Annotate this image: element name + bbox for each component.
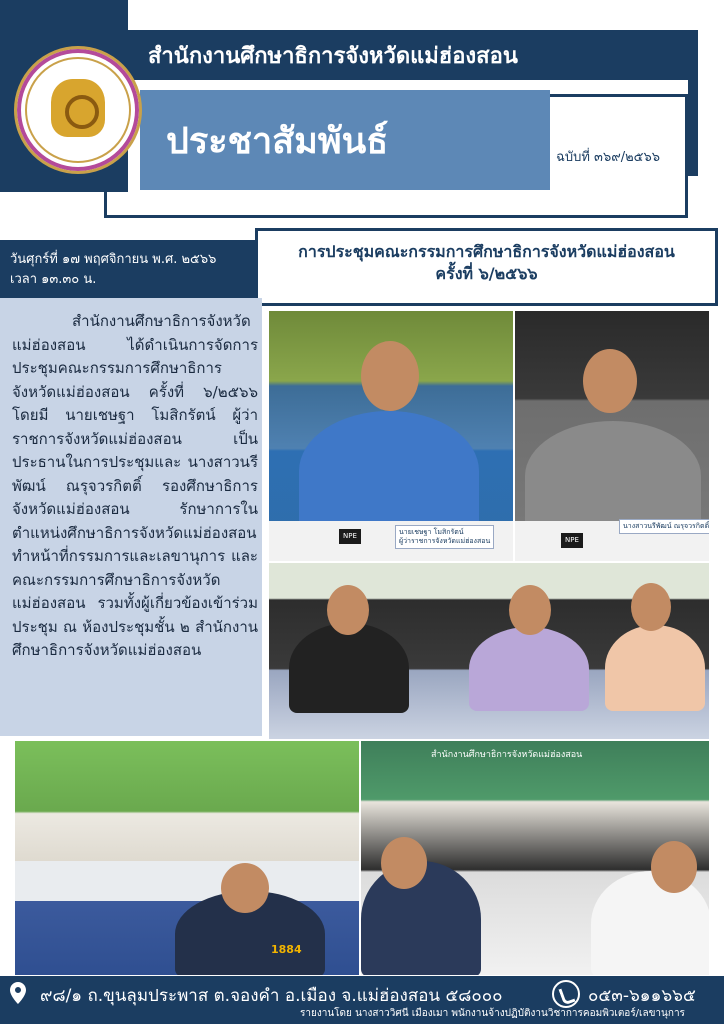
- headline-line-2: ครั้งที่ ๖/๒๕๖๖: [435, 264, 538, 283]
- backdrop-banner-text: สำนักงานศึกษาธิการจังหวัดแม่ฮ่องสอน: [431, 750, 583, 760]
- issue-number: ฉบับที่ ๓๖๙/๒๕๖๖: [556, 150, 661, 165]
- photo-meeting-room-left: [14, 740, 360, 976]
- office-address: ๙๘/๑ ถ.ขุนลุมประพาส ต.จองคำ อ.เมือง จ.แม่ฮ่องสอน ๕๘๐๐๐: [40, 986, 503, 1006]
- footer-bar: [0, 976, 724, 1024]
- photo-meeting-room-right: [360, 740, 710, 976]
- person-head: [631, 583, 671, 631]
- person-head: [327, 585, 369, 635]
- nameplate-1-role: ผู้ว่าราชการจังหวัดแม่ฮ่องสอน: [399, 537, 491, 545]
- person-head: [651, 841, 697, 893]
- phone-icon: [552, 980, 580, 1008]
- office-name-banner: สำนักงานศึกษาธิการจังหวัดแม่ฮ่องสอน: [128, 30, 696, 80]
- nameplate-1-name: นายเชษฐา โมสิกรัตน์: [399, 528, 464, 536]
- dharma-wheel-emblem-icon: [51, 79, 105, 137]
- microphone-label: NPE: [339, 529, 361, 544]
- office-phone: ๐๕๓-๖๑๑๖๖๕: [588, 986, 696, 1006]
- section-title: ประชาสัมพันธ์: [140, 90, 550, 190]
- event-date: วันศุกร์ที่ ๑๗ พฤศจิกายน พ.ศ. ๒๕๖๖: [10, 252, 217, 267]
- headline-line-1: การประชุมคณะกรรมการศึกษาธิการจังหวัดแม่ฮ่องสอน: [298, 242, 675, 261]
- photo-committee-members: [268, 562, 710, 740]
- person-head: [583, 349, 637, 413]
- nameplate-deputy: นางสาวนรีพัฒน์ ณรุจวรกิตติ์: [619, 519, 710, 534]
- location-pin-icon: [10, 982, 26, 1004]
- person-figure: [525, 421, 701, 531]
- article-body-text: สำนักงานศึกษาธิการจังหวัดแม่ฮ่องสอน ได้ดำเนินการจัดการประชุมคณะกรรมการศึกษาธิการจังหวัดแม่ฮ่องสอน ครั้งที่ ๖/๒๕๖๖ โดยมี นายเชษฐา โมสิกรัตน์ ผู้ว่าราชการจังหวัดแม่ฮ่องสอน เป็นประธานในการประชุมและ นางสาวนรีพัฒน์ ณรุจวรกิตติ์ รองศึกษาธิการจังหวัดแม่ฮ่องสอน รักษาการในตำแหน่งศึกษาธิการจังหวัดแม่ฮ่องสอน ทำหน้าที่กรรมการและเลขานุการ และคณะกรรมการศึกษาธิการจังหวัดแม่ฮ่องสอน รวมทั้งผู้เกี่ยวข้องเข้าร่วมประชุม ณ ห้องประชุมชั้น ๒ สำนักงานศึกษาธิการจังหวัดแม่ฮ่องสอน: [12, 312, 258, 659]
- person-figure: [469, 627, 589, 711]
- article-body: [12, 310, 258, 663]
- person-figure: [289, 623, 409, 713]
- photo-chairperson: [268, 310, 514, 562]
- person-figure: [591, 871, 710, 976]
- nameplate-chairperson: [395, 525, 494, 549]
- date-time-band: [0, 240, 262, 298]
- person-head: [509, 585, 551, 635]
- person-figure: [299, 411, 479, 531]
- meeting-table: [15, 861, 360, 901]
- person-figure: [605, 625, 705, 711]
- office-logo: [14, 46, 142, 174]
- person-head: [361, 341, 419, 411]
- report-credit: รายงานโดย นางสาววิศนี เมืองเมา พนักงานจ้างปฏิบัติงานวิชาการคอมพิวเตอร์/เลขานุการ: [300, 1008, 685, 1019]
- person-head: [381, 837, 427, 889]
- photo-deputy-director: [514, 310, 710, 562]
- article-headline: [255, 228, 718, 306]
- microphone-label: NPE: [561, 533, 583, 548]
- shirt-number: 1884: [271, 943, 302, 956]
- person-head: [221, 863, 269, 913]
- event-time: เวลา ๑๓.๓๐ น.: [10, 272, 97, 287]
